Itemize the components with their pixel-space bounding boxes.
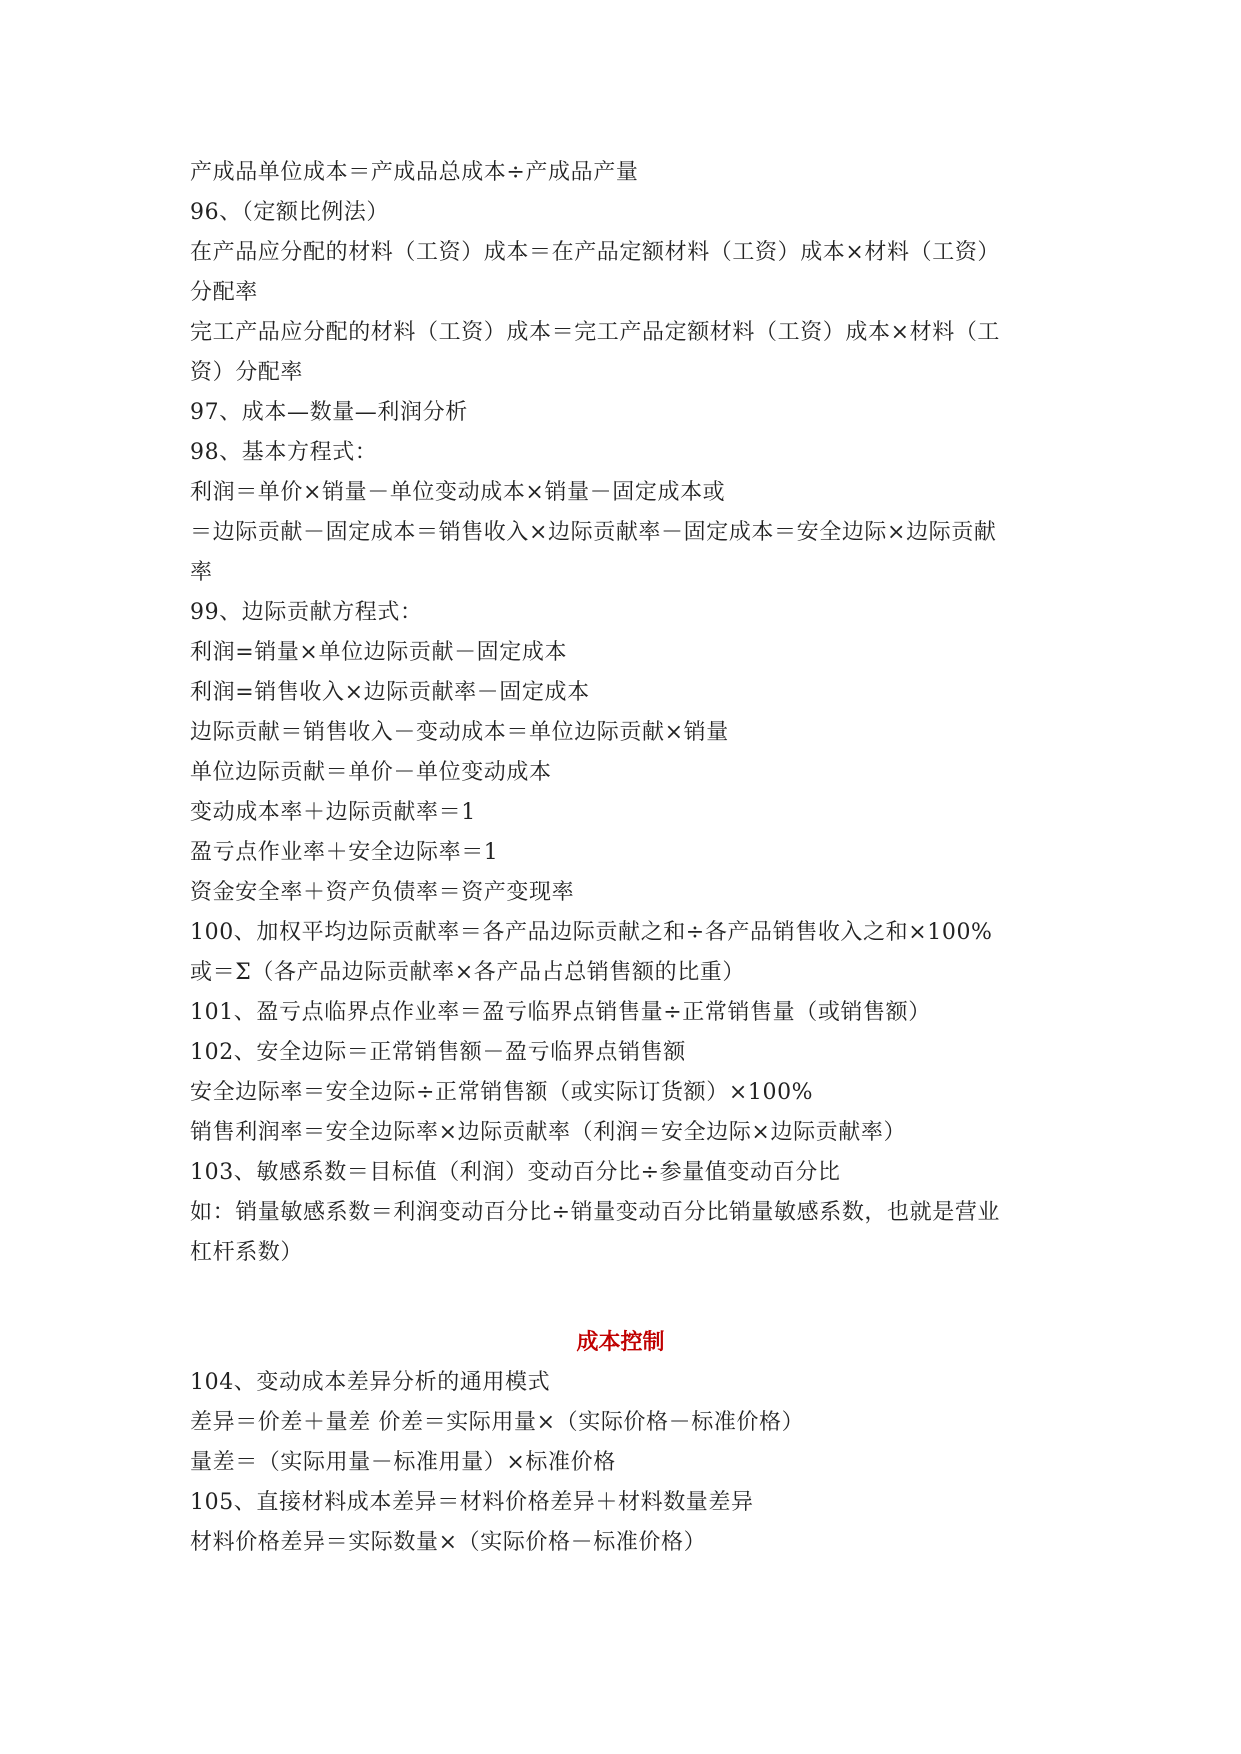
text-line: 或＝Σ（各产品边际贡献率×各产品占总销售额的比重） <box>190 960 745 985</box>
text-line: 97、成本—数量—利润分析 <box>190 400 468 425</box>
text-line: 104、变动成本差异分析的通用模式 <box>190 1370 551 1395</box>
text-line: 102、安全边际＝正常销售额－盈亏临界点销售额 <box>190 1040 686 1065</box>
text-line: 在产品应分配的材料（工资）成本＝在产品定额材料（工资）成本×材料（工资） <box>190 240 1001 265</box>
text-line: 101、盈亏点临界点作业率＝盈亏临界点销售量÷正常销售量（或销售额） <box>190 1000 931 1025</box>
section-heading: 成本控制 <box>576 1330 665 1355</box>
text-line: 边际贡献＝销售收入－变动成本＝单位边际贡献×销量 <box>190 720 729 745</box>
text-line: 分配率 <box>190 280 258 305</box>
text-line: 率 <box>190 560 213 585</box>
text-line: 杠杆系数） <box>190 1240 304 1265</box>
text-line: 103、敏感系数＝目标值（利润）变动百分比÷参量值变动百分比 <box>190 1160 841 1185</box>
text-line: 资金安全率＋资产负债率＝资产变现率 <box>190 880 575 905</box>
text-line: 资）分配率 <box>190 360 304 385</box>
text-line: 96、（定额比例法） <box>190 200 389 225</box>
text-line: 盈亏点作业率＋安全边际率＝1 <box>190 840 499 865</box>
text-line: 利润=销量×单位边际贡献－固定成本 <box>190 640 568 665</box>
text-line: 105、直接材料成本差异＝材料价格差异＋材料数量差异 <box>190 1490 754 1515</box>
text-line: 如：销量敏感系数＝利润变动百分比÷销量变动百分比销量敏感系数，也就是营业 <box>190 1200 1001 1225</box>
text-line: 差异＝价差＋量差 价差＝实际用量×（实际价格－标准价格） <box>190 1410 805 1435</box>
text-line: 材料价格差异＝实际数量×（实际价格－标准价格） <box>190 1530 707 1555</box>
text-line: 安全边际率＝安全边际÷正常销售额（或实际订货额）×100% <box>190 1080 814 1105</box>
text-line: 98、基本方程式： <box>190 440 378 465</box>
text-line: 单位边际贡献＝单价－单位变动成本 <box>190 760 552 785</box>
text-line: 变动成本率＋边际贡献率＝1 <box>190 800 476 825</box>
text-line: 利润＝单价×销量－单位变动成本×销量－固定成本或 <box>190 480 726 505</box>
text-line: ＝边际贡献－固定成本＝销售收入×边际贡献率－固定成本＝安全边际×边际贡献 <box>190 520 997 545</box>
text-line: 99、边际贡献方程式： <box>190 600 423 625</box>
text-line: 完工产品应分配的材料（工资）成本＝完工产品定额材料（工资）成本×材料（工 <box>190 320 1001 345</box>
text-line: 利润=销售收入×边际贡献率－固定成本 <box>190 680 590 705</box>
text-line: 100、加权平均边际贡献率＝各产品边际贡献之和÷各产品销售收入之和×100% <box>190 920 993 945</box>
text-line: 产成品单位成本＝产成品总成本÷产成品产量 <box>190 160 639 185</box>
text-line: 量差＝（实际用量－标准用量）×标准价格 <box>190 1450 616 1475</box>
text-line: 销售利润率＝安全边际率×边际贡献率（利润＝安全边际×边际贡献率） <box>190 1120 907 1145</box>
